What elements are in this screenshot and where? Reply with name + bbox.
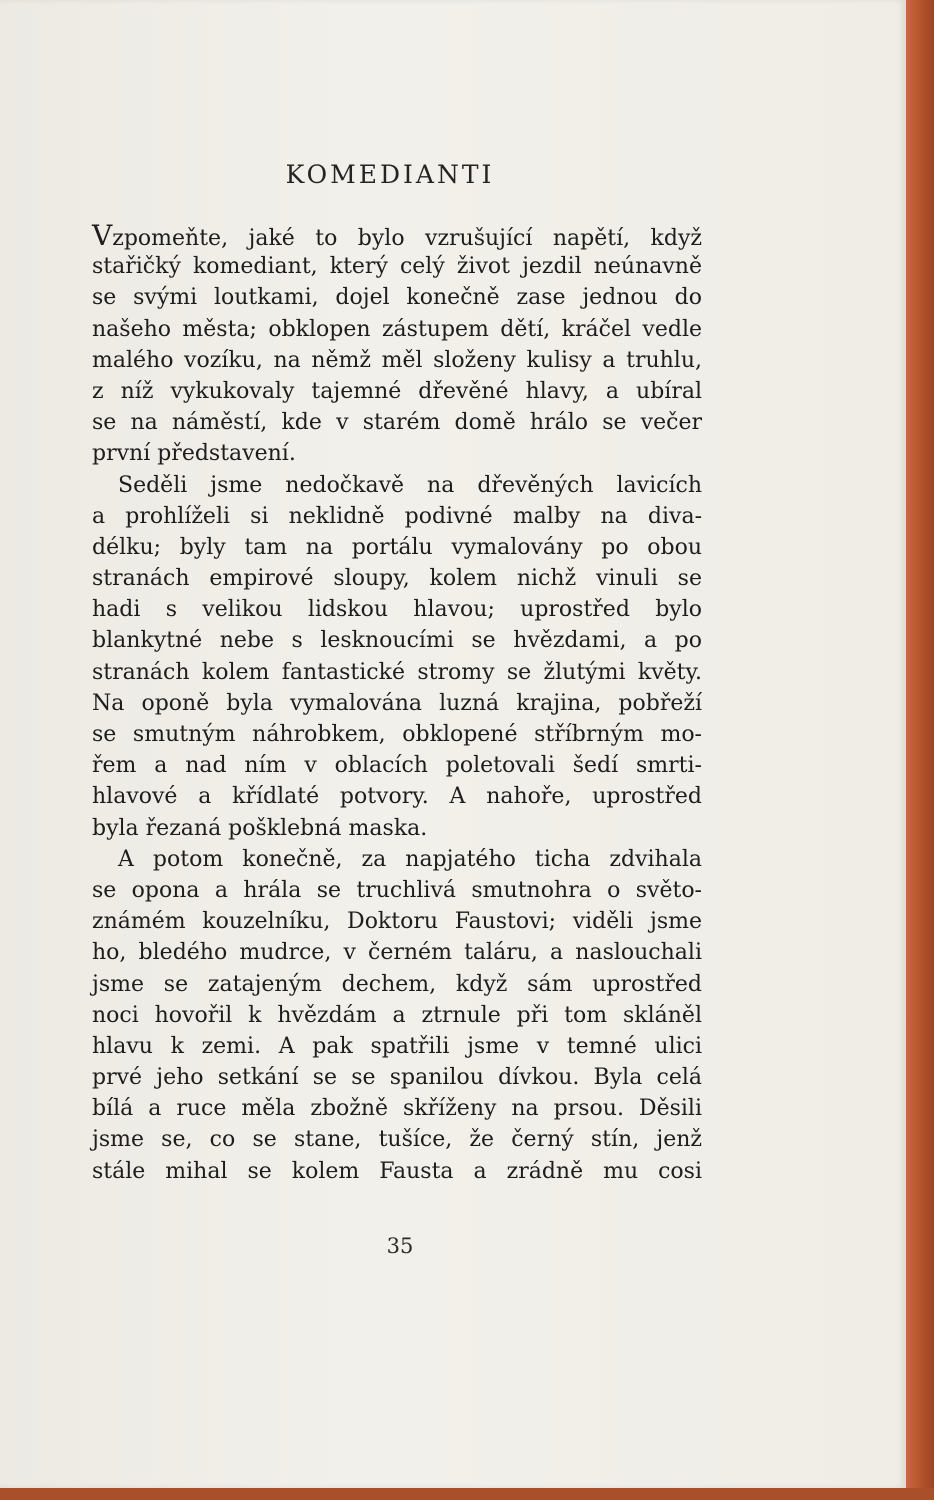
text-line: noci hovořil k hvězdám a ztrnule při tom skláněl bbox=[92, 1002, 702, 1028]
text-line: z níž vykukovaly tajemné dřevěné hlavy, a ubíral bbox=[92, 378, 702, 404]
text-line: stranách empirové sloupy, kolem nichž vinuli se bbox=[92, 566, 702, 592]
text-line: jsme se, co se stane, tušíce, že černý stín, jenž bbox=[92, 1127, 702, 1153]
text-line: první představení. bbox=[92, 441, 296, 467]
text-line: A potom konečně, za napjatého ticha zdvihala bbox=[118, 846, 702, 872]
text-line: Na oponě byla vymalována luzná krajina, pobřeží bbox=[92, 690, 702, 716]
text-line: délku; byly tam na portálu vymalovány po obou bbox=[92, 534, 702, 560]
text-line: se na náměstí, kde v starém domě hrálo se večer bbox=[92, 410, 702, 436]
line-rest: zpomeňte, jaké to bylo vzrušující napětí, když bbox=[112, 226, 702, 251]
text-line: prvé jeho setkání se se spanilou dívkou. Byla celá bbox=[92, 1065, 702, 1091]
text-line: Seděli jsme nedočkavě na dřevěných lavicích bbox=[118, 472, 702, 498]
text-line: ho, bledého mudrce, v černém taláru, a naslouchali bbox=[92, 940, 702, 966]
text-line: jsme se zatajeným dechem, když sám uprostřed bbox=[92, 971, 702, 997]
text-line: a prohlíželi si neklidně podivné malby na diva- bbox=[92, 503, 702, 529]
text-line: hlavu k zemi. A pak spatřili jsme v temné ulici bbox=[92, 1033, 702, 1059]
book-edge-bottom bbox=[0, 1488, 934, 1500]
drop-cap: V bbox=[92, 219, 113, 252]
text-line: hadi s velikou lidskou hlavou; uprostřed bylo bbox=[92, 597, 702, 623]
text-line: našeho města; obklopen zástupem dětí, kráčel vedle bbox=[92, 316, 702, 342]
text-line: známém kouzelníku, Doktoru Faustovi; viděli jsme bbox=[92, 909, 702, 935]
book-edge-right bbox=[906, 0, 934, 1500]
text-line: blankytné nebe s lesknoucími se hvězdami, a po bbox=[92, 628, 702, 654]
text-line bbox=[92, 220, 702, 251]
text-line: byla řezaná pošklebná maska. bbox=[92, 815, 428, 841]
text-line: malého vozíku, na němž měl složeny kulisy a truhlu, bbox=[92, 347, 702, 373]
page-number: 35 bbox=[386, 1234, 414, 1258]
text-line: stále mihal se kolem Fausta a zrádně mu cosi bbox=[92, 1158, 702, 1184]
text-line: se smutným náhrobkem, obklopené stříbrným mo- bbox=[92, 722, 702, 747]
body-text bbox=[92, 220, 702, 1187]
text-line: hlavové a křídlaté potvory. A nahoře, uprostřed bbox=[92, 784, 702, 810]
text-line: stranách kolem fantastické stromy se žlutými květy. bbox=[92, 659, 702, 685]
text-line: bílá a ruce měla zbožně skříženy na prsou. Děsili bbox=[92, 1096, 702, 1122]
text-line: řem a nad ním v oblacích poletovali šedí smrti- bbox=[92, 753, 702, 779]
text-line: se opona a hrála se truchlivá smutnohra o světo- bbox=[92, 877, 702, 903]
text-line: stařičký komediant, který celý život jezdil neúnavně bbox=[92, 254, 702, 280]
chapter-heading: KOMEDIANTI bbox=[285, 160, 495, 189]
text-line: se svými loutkami, dojel konečně zase jednou do bbox=[92, 285, 702, 311]
